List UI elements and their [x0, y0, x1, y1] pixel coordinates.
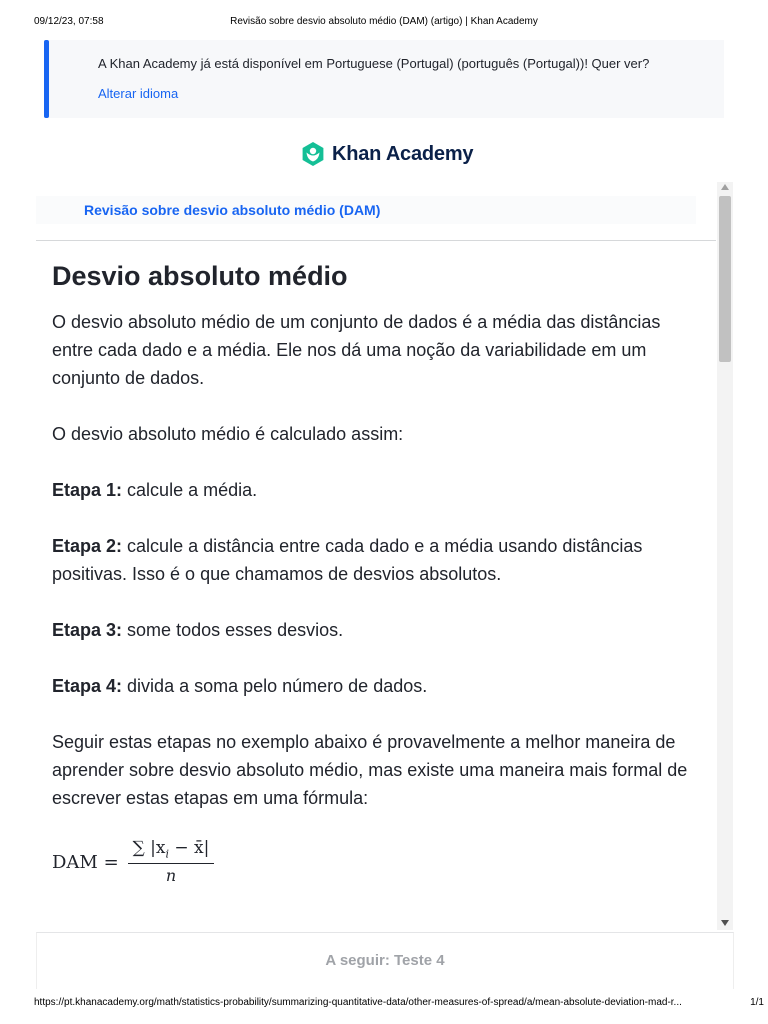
step-1-label: Etapa 1: [52, 480, 123, 500]
tab-divider [36, 240, 716, 241]
step-4-label: Etapa 4: [52, 676, 123, 696]
language-notice [44, 40, 724, 118]
notice-message: A Khan Academy já está disponível em Portuguese (Portugal) (português (Portugal))! Quer ver? [98, 56, 650, 71]
next-section-bar[interactable] [36, 932, 734, 989]
step-1 [52, 476, 702, 504]
step-2 [52, 532, 702, 588]
scroll-up-arrow-icon[interactable] [721, 184, 729, 190]
print-url: https://pt.khanacademy.org/math/statistics-probability/summarizing-quantitative-data/other-measures-of-spread/a/mean-absolute-deviation-mad-r... [34, 997, 682, 1008]
article-content [52, 258, 702, 812]
khan-academy-logo-icon [300, 141, 326, 167]
fraction-bar [128, 863, 214, 864]
formula-fraction [128, 838, 214, 885]
calc-intro-paragraph: O desvio absoluto médio é calculado assim: [52, 424, 404, 444]
print-datetime: 09/12/23, 07:58 [34, 16, 104, 27]
formula-numerator-main: ∑ |x [132, 838, 166, 858]
next-button-label[interactable]: A seguir: Teste 4 [325, 952, 445, 969]
brand-name: Khan Academy [332, 142, 474, 165]
scroll-thumb[interactable] [719, 196, 731, 362]
scroll-down-arrow-icon[interactable] [721, 920, 729, 926]
step-3-label: Etapa 3: [52, 620, 123, 640]
formula-numerator-rest: − x̄| [169, 838, 210, 858]
intro-paragraph: O desvio absoluto médio de um conjunto de dados é a média das distâncias entre cada dado e a média. Ele nos dá uma noção da variabilidade em um conjunto de dados. [52, 312, 661, 388]
print-page-number: 1/1 [750, 997, 764, 1008]
step-4 [52, 672, 702, 700]
step-4-text: divida a soma pelo número de dados. [127, 676, 428, 696]
outro-paragraph: Seguir estas etapas no exemplo abaixo é provavelmente a melhor maneira de aprender sobre desvio absoluto médio, mas existe uma maneira mais formal de escrever estas etapas em uma fórmula: [52, 732, 688, 808]
tab-article-title[interactable]: Revisão sobre desvio absoluto médio (DAM) [84, 202, 381, 218]
step-2-label: Etapa 2: [52, 536, 123, 556]
print-footer [34, 997, 764, 1011]
formula-denominator: n [165, 866, 177, 886]
formula-lhs: DAM = [52, 852, 119, 873]
khan-academy-logo[interactable] [300, 140, 473, 168]
step-3 [52, 616, 702, 644]
print-header [0, 16, 768, 30]
article-heading: Desvio absoluto médio [52, 261, 348, 291]
notice-accent-bar [44, 40, 49, 118]
scrollbar[interactable] [717, 182, 733, 930]
change-language-link[interactable]: Alterar idioma [98, 86, 179, 101]
print-page-title: Revisão sobre desvio absoluto médio (DAM) (artigo) | Khan Academy [230, 16, 538, 27]
formula-numerator-sub: i [165, 847, 169, 861]
step-2-text: calcule a distância entre cada dado e a média usando distâncias positivas. Isso é o que chamamos de desvios absolutos. [52, 536, 643, 584]
formula-numerator [128, 838, 214, 860]
step-1-text: calcule a média. [127, 480, 258, 500]
step-3-text: some todos esses desvios. [127, 620, 344, 640]
article-tab-bar [36, 196, 696, 224]
